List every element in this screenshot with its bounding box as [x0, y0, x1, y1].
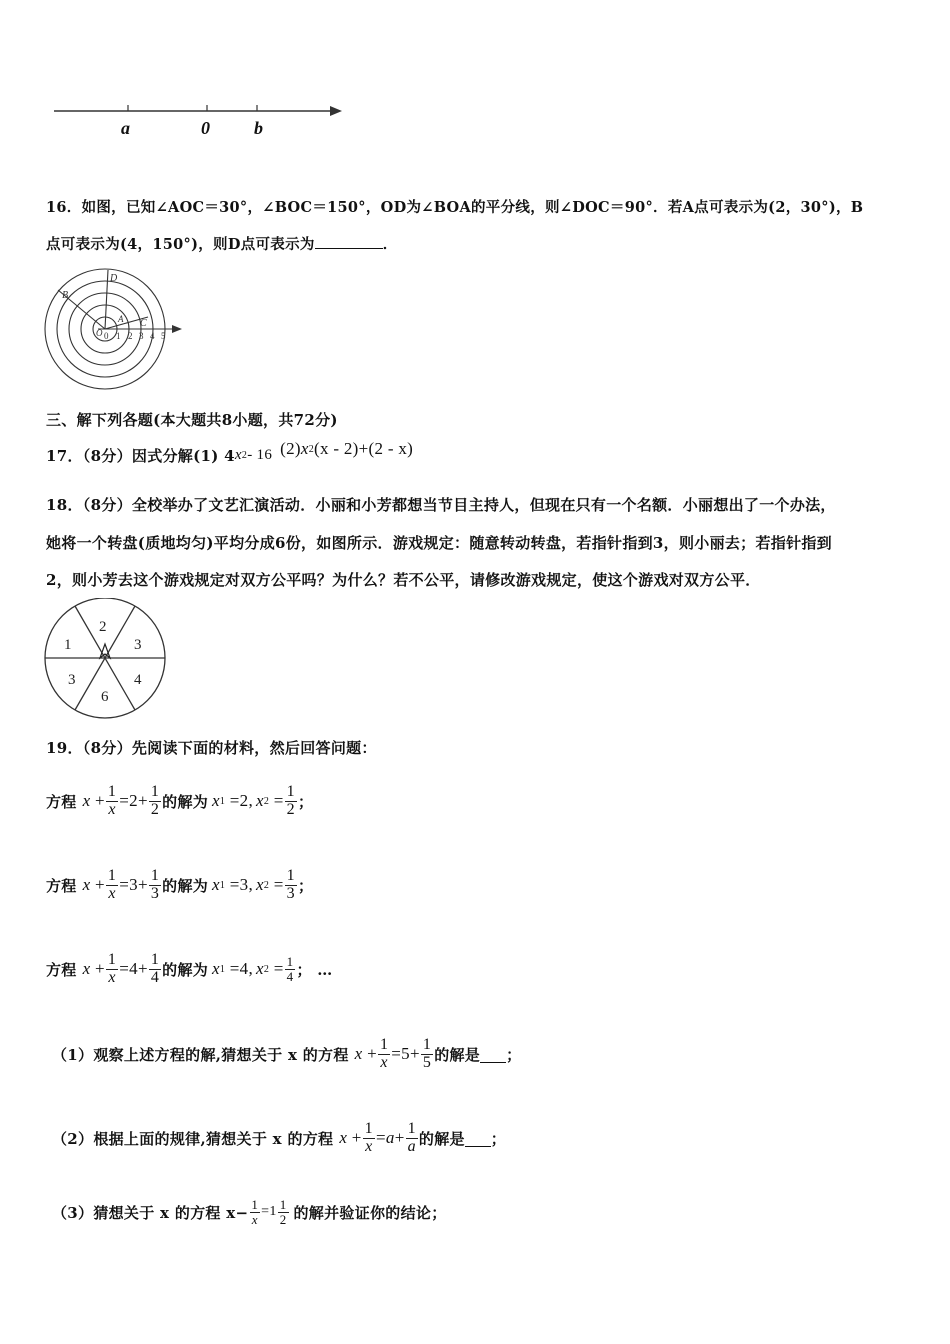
label-D: D — [110, 273, 118, 284]
spinner-sector-2: 2 — [99, 619, 107, 635]
number-line-figure — [50, 95, 350, 145]
label-C: C — [140, 318, 147, 329]
section3-heading: 三、解下列各题(本大题共8小题，共72分) — [46, 411, 338, 429]
label-B: B — [62, 290, 69, 301]
q16-answer-blank[interactable] — [315, 248, 383, 249]
q19-equation-3: 方程 x + $\frac{1}{x}$ = 4 + $\frac{1}{4}$ 的解为 x 1 = 4 , x 2 = $\frac{1}{4}$ ； … — [46, 950, 333, 986]
q19-sub3: （3）猜想关于 x 的方程 x− $\frac{1}{x}$ = 1 $\frac{1}{2}$ 的解并验证你的结论； — [52, 1196, 447, 1227]
spinner-sector-6: 6 — [101, 689, 109, 705]
number-line-label-a: a — [121, 118, 130, 138]
tick-3: 3 — [139, 331, 144, 341]
tick-0: 0 — [104, 331, 109, 341]
q18-line3: 2，则小芳去这个游戏规定对双方公平吗？为什么？若不公平，请修改游戏规定，使这个游戏对双方公平． — [46, 571, 761, 589]
spinner-sector-1: 1 — [64, 637, 72, 653]
q18-line2: 她将一个转盘(质地均匀)平均分成6份，如图所示．游戏规定：随意转动转盘，若指针指到3，则小丽去；若指针指到 — [46, 534, 832, 552]
q18-line1: 18．（8分）全校举办了文艺汇演活动．小丽和小芳都想当节目主持人，但现在只有一个名额．小丽想出了一个办法， — [46, 496, 836, 514]
spinner-sector-3a: 3 — [134, 637, 142, 653]
spinner-sector-4: 4 — [134, 672, 142, 688]
number-line-arrow — [330, 106, 342, 116]
polar-diagram — [40, 268, 190, 390]
tick-2: 2 — [128, 331, 133, 341]
q19-sub1: （1）观察上述方程的解,猜想关于 x 的方程 x + $\frac{1}{x}$ = 5 + $\frac{1}{5}$ 的解是 ； — [52, 1035, 522, 1071]
q16-line1: 16．如图，已知∠AOC＝30°，∠BOC＝150°，OD为∠BOA的平分线，则∠DOC＝90°．若A点可表示为(2，30°)，B — [46, 199, 864, 216]
label-A: A — [118, 314, 124, 324]
q19-equation-2: 方程 x + $\frac{1}{x}$ = 3 + $\frac{1}{3}$ 的解为 x 1 = 3 , x 2 = $\frac{1}{3}$ ； — [46, 866, 314, 902]
number-line-label-b: b — [254, 118, 263, 138]
spinner-diagram — [42, 598, 172, 722]
tick-5: 5 — [161, 331, 166, 341]
q19-sub2-answer-blank[interactable] — [465, 1130, 491, 1147]
spinner-sector-3b: 3 — [68, 672, 76, 688]
q19-sub1-answer-blank[interactable] — [480, 1046, 506, 1063]
tick-1: 1 — [116, 331, 121, 341]
q17-line: 17．（8分）因式分解(1) 4 x 2 - 16 (2) x 2 (x - 2)+(2 - x) — [46, 439, 414, 465]
q16-line2: 点可表示为(4，150°)，则D点可表示为 ． — [46, 236, 398, 253]
q19-intro: 19．（8分）先阅读下面的材料，然后回答问题： — [46, 739, 377, 757]
number-line-label-0: 0 — [201, 118, 210, 138]
q19-equation-1: 方程 x + $\frac{1}{x}$ = 2 + $\frac{1}{2}$ 的解为 x 1 = 2 , x 2 = $\frac{1}{2}$ ； — [46, 782, 314, 818]
q19-sub2: （2）根据上面的规律,猜想关于 x 的方程 x + $\frac{1}{x}$ = a + $\frac{1}{a}$ 的解是 ； — [52, 1119, 507, 1155]
label-O: O — [96, 328, 103, 338]
tick-4: 4 — [150, 331, 155, 341]
